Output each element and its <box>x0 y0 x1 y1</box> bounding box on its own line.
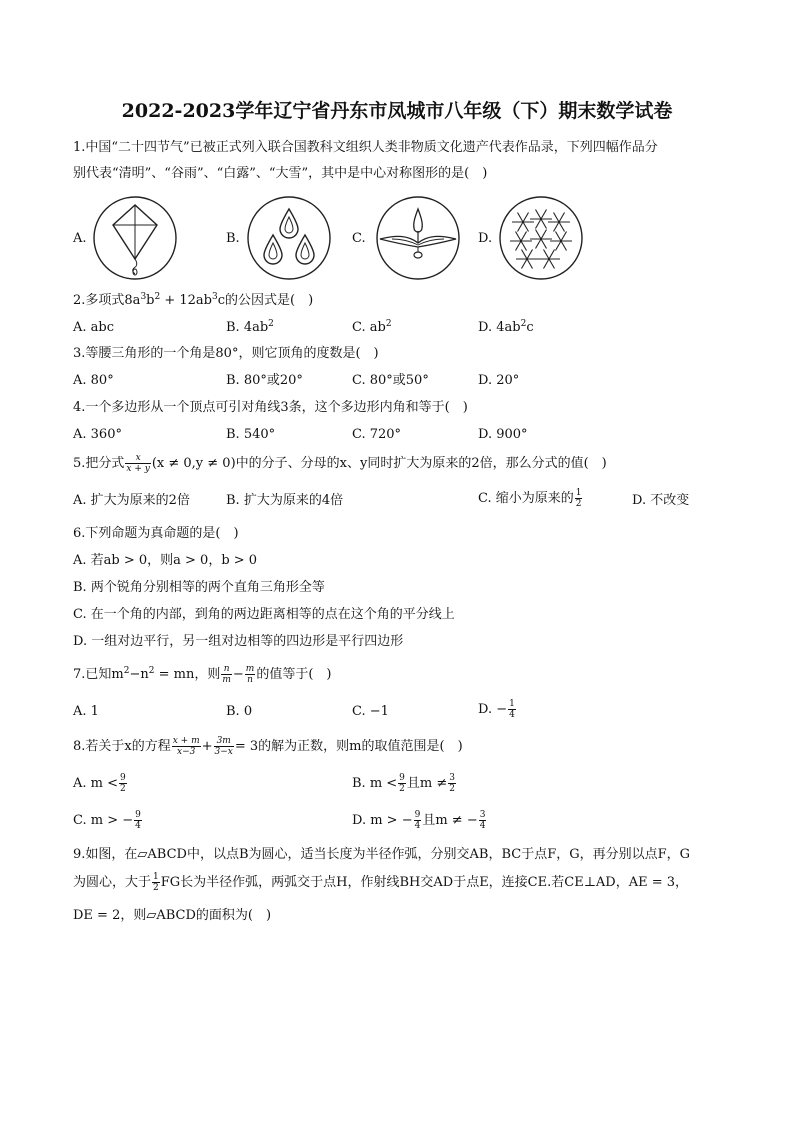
q3-option-b: B. 80°或20° <box>226 373 303 388</box>
q3-option-c: C. 80°或50° <box>352 373 429 388</box>
q4-option-c: C. 720° <box>352 427 402 442</box>
q8-option-b: B. m < $\frac{9}{2}$ 且m ≠ $\frac{3}{2}$ <box>352 773 455 794</box>
question-9-line-3: DE = 2，则▱ABCD的面积为( ) <box>73 908 272 923</box>
q3-option-d: D. 20° <box>478 373 520 388</box>
q4-option-b: B. 540° <box>226 427 276 442</box>
option-c-label: C. <box>352 231 366 246</box>
question-8-stem: 8.若关于x的方程 $\frac{x + m}{x-3}$ + $\frac{3m}{3-x}$ = 3的解为正数，则m的取值范围是( ) <box>73 736 463 757</box>
question-1-line-1: 1.中国“二十四节气”已被正式列入联合国教科文组织人类非物质文化遗产代表作品录，下列四幅作品分 <box>73 140 658 155</box>
q7-option-a: A. 1 <box>73 704 99 719</box>
q8-option-a: A. m < $\frac{9}{2}$ <box>73 773 126 794</box>
question-3-stem: 3.等腰三角形的一个角是80°，则它顶角的度数是( ) <box>73 346 379 361</box>
q4-option-d: D. 900° <box>478 427 528 442</box>
q6-option-b: B. 两个锐角分别相等的两个直角三角形全等 <box>73 580 325 595</box>
question-9-line-1: 9.如图，在▱ABCD中，以点B为圆心，适当长度为半径作弧，分别交AB，BC于点F，G，再分别以点F，G <box>73 847 690 862</box>
q6-option-c: C. 在一个角的内部，到角的两边距离相等的点在这个角的平分线上 <box>73 607 455 622</box>
kite-icon <box>91 195 179 281</box>
q5-option-c: C. 缩小为原来的 $\frac{1}{2}$ <box>478 488 582 509</box>
q3-option-a: A. 80° <box>73 373 114 388</box>
q2-option-a: A. abc <box>73 320 115 335</box>
snowflakes-icon <box>497 195 585 281</box>
page-title: 2022-2023学年辽宁省丹东市凤城市八年级（下）期末数学试卷 <box>121 100 673 122</box>
question-5-stem: 5.把分式 $\frac{x}{x + y}$ (x ≠ 0,y ≠ 0)中的分子、分母的x、y同时扩大为原来的2倍，那么分式的值( ) <box>73 453 607 474</box>
q4-option-a: A. 360° <box>73 427 122 442</box>
option-b-label: B. <box>226 231 240 246</box>
question-1-line-2: 别代表“清明”、“谷雨”、“白露”、“大雪”，其中是中心对称图形的是( ) <box>73 166 488 181</box>
question-2-stem: 2.多项式$8a^3b^2 + 12ab^3c$的公因式是( ) <box>73 292 314 308</box>
q6-option-d: D. 一组对边平行，另一组对边相等的四边形是平行四边形 <box>73 634 404 649</box>
question-9-line-2: 为圆心，大于 $\frac{1}{2}$ FG长为半径作弧，两弧交于点H，作射线BH交AD于点E，连接CE.若CE⊥AD，AE = 3， <box>73 872 689 893</box>
q7-option-c: C. −1 <box>352 704 389 719</box>
q7-option-d: D. − $\frac{1}{4}$ <box>478 699 515 720</box>
dewdrop-leaf-icon <box>374 195 462 281</box>
q5-option-b: B. 扩大为原来的4倍 <box>226 493 344 508</box>
question-4-stem: 4.一个多边形从一个顶点可引对角线3条，这个多边形内角和等于( ) <box>73 400 468 415</box>
raindrops-icon <box>245 195 333 281</box>
q2-option-b: B. $4ab^2$ <box>226 319 274 335</box>
q7-option-b: B. 0 <box>226 704 253 719</box>
q2-option-c: C. $ab^2$ <box>352 319 392 335</box>
q5-option-d: D. 不改变 <box>632 493 690 508</box>
option-d-label: D. <box>478 231 493 246</box>
q8-option-d: D. m > − $\frac{9}{4}$ 且m ≠ − $\frac{3}{4}$ <box>352 810 486 831</box>
q8-option-c: C. m > − $\frac{9}{4}$ <box>73 810 141 831</box>
option-a-label: A. <box>73 231 87 246</box>
q6-option-a: A. 若ab > 0，则a > 0，b > 0 <box>73 553 258 568</box>
question-7-stem: 7.已知$m^2-n^2$ = mn，则 $\frac{n}{m}$ − $\frac{m}{n}$ 的值等于( ) <box>73 664 332 685</box>
q2-option-d: D. $4ab^2c$ <box>478 319 534 335</box>
question-6-stem: 6.下列命题为真命题的是( ) <box>73 526 239 541</box>
q5-option-a: A. 扩大为原来的2倍 <box>73 493 190 508</box>
